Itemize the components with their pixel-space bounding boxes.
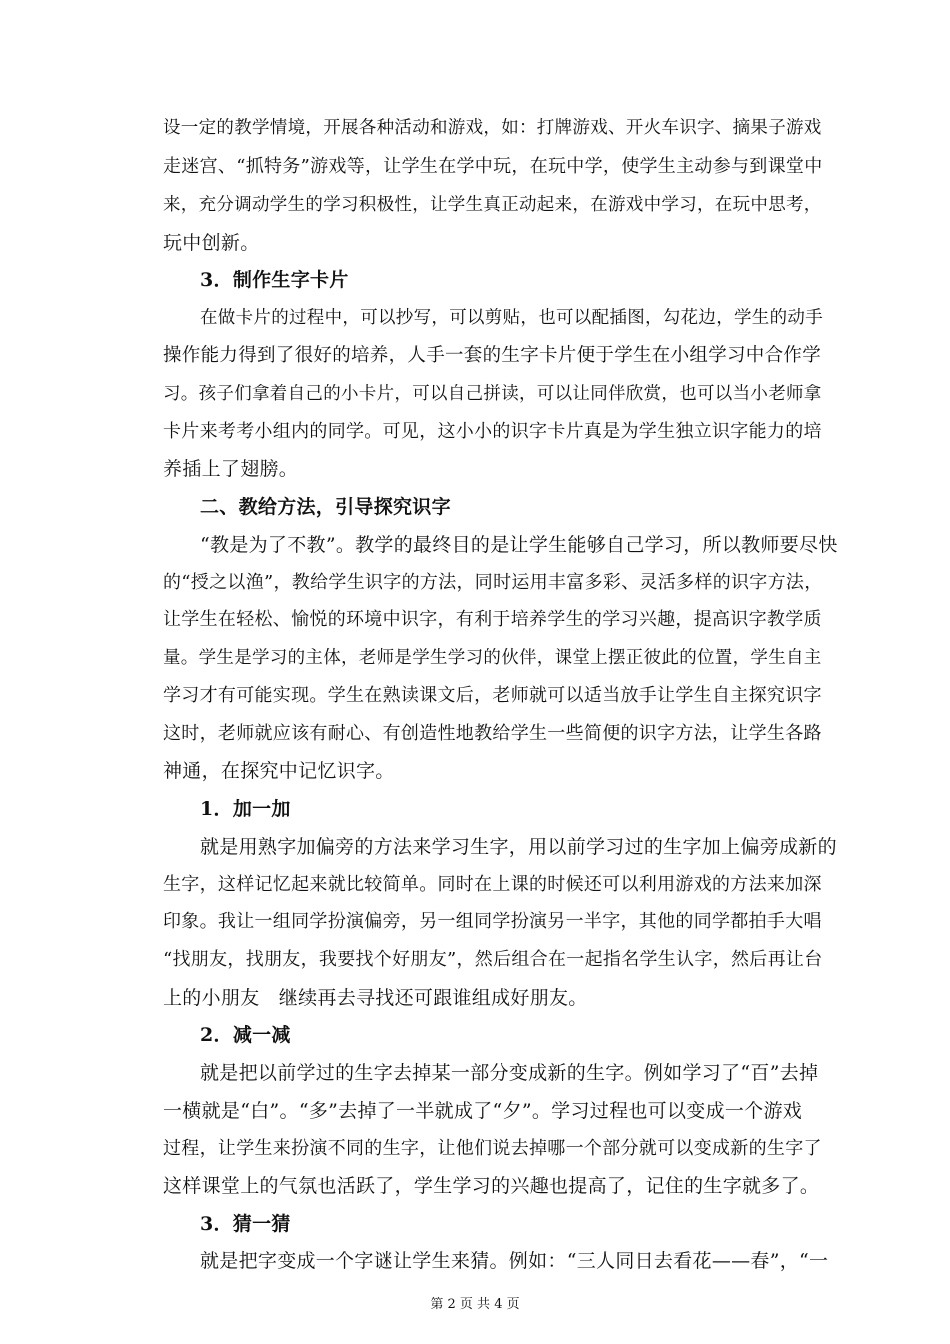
body-text-line: 量。学生是学习的主体，老师是学生学习的伙伴，课堂上摆正彼此的位置，学生自主 bbox=[163, 648, 822, 668]
body-text-line: 神通，在探究中记忆识字。 bbox=[163, 760, 395, 782]
body-text-line: 学习才有可能实现。学生在熟读课文后，老师就可以适当放手让学生自主探究识字 bbox=[163, 685, 822, 706]
body-text-line: 就是把以前学过的生字去掉某一部分变成新的生字。例如学习了“百”去掉 bbox=[200, 1062, 819, 1084]
body-text-line: 习。孩子们拿着自己的小卡片，可以自己拼读，可以让同伴欣赏，也可以当小老师拿 bbox=[163, 384, 822, 404]
section-heading: 二、教给方法，引导探究识字 bbox=[200, 496, 451, 518]
body-text-line: 上的小朋友 继续再去寻找还可跟谁组成好朋友。 bbox=[163, 987, 588, 1009]
body-text-line: 走迷宫、“抓特务”游戏等，让学生在学中玩，在玩中学，使学生主动参与到课堂中 bbox=[163, 156, 823, 177]
body-text-line: “教是为了不教”。教学的最终目的是让学生能够自己学习，所以教师要尽快 bbox=[200, 534, 838, 556]
body-text-line: 在做卡片的过程中，可以抄写，可以剪贴，也可以配插图，勾花边，学生的动手 bbox=[200, 308, 823, 328]
body-text-line: 让学生在轻松、愉悦的环境中识字，有利于培养学生的学习兴趣，提高识字教学质 bbox=[163, 609, 822, 630]
body-text-line: 就是用熟字加偏旁的方法来学习生字，用以前学习过的生字加上偏旁成新的 bbox=[200, 836, 837, 858]
body-text-line: 操作能力得到了很好的培养，人手一套的生字卡片便于学生在小组学习中合作学 bbox=[163, 345, 822, 366]
body-text-line: 玩中创新。 bbox=[163, 232, 260, 254]
body-text-line: 养插上了翅膀。 bbox=[163, 458, 299, 480]
body-text-line: 设一定的教学情境，开展各种活动和游戏，如：打牌游戏、开火车识字、摘果子游戏 bbox=[163, 118, 822, 138]
page-footer: 第 2 页 共 4 页 bbox=[430, 1297, 520, 1312]
body-text-line: 来，充分调动学生的学习积极性，让学生真正动起来，在游戏中学习，在玩中思考， bbox=[163, 195, 822, 215]
body-text-line: 一横就是“白”。“多”去掉了一半就成了“夕”。学习过程也可以变成一个游戏 bbox=[163, 1100, 803, 1122]
body-text-line: 卡片来考考小组内的同学。可见，这小小的识字卡片真是为学生独立识字能力的培 bbox=[163, 421, 822, 442]
body-text-line: 的“授之以渔”，教给学生识字的方法，同时运用丰富多彩、灵活多样的识字方法， bbox=[163, 572, 823, 593]
body-text-line: 过程，让学生来扮演不同的生字，让他们说去掉哪一个部分就可以变成新的生字了 bbox=[163, 1138, 822, 1159]
body-text-line: 这样课堂上的气氛也活跃了，学生学习的兴趣也提高了，记住的生字就多了。 bbox=[163, 1175, 820, 1197]
body-text-line: 这时，老师就应该有耐心、有创造性地教给学生一些简便的识字方法，让学生各路 bbox=[163, 723, 822, 744]
body-text-line: “找朋友，找朋友，我要找个好朋友”，然后组合在一起指名学生认字，然后再让台 bbox=[163, 949, 823, 970]
body-text-line: 印象。我让一组同学扮演偏旁，另一组同学扮演另一半字，其他的同学都拍手大唱 bbox=[163, 911, 822, 932]
body-text-line: 生字，这样记忆起来就比较简单。同时在上课的时候还可以利用游戏的方法来加深 bbox=[163, 874, 822, 895]
section-heading: 1．加一加 bbox=[200, 798, 291, 820]
section-heading: 3．猜一猜 bbox=[200, 1213, 291, 1235]
body-text-line: 就是把字变成一个字谜让学生来猜。例如：“三人同日去看花——春”，“一 bbox=[200, 1250, 829, 1272]
section-heading: 2．减一减 bbox=[200, 1024, 291, 1046]
section-heading: 3．制作生字卡片 bbox=[200, 269, 349, 291]
